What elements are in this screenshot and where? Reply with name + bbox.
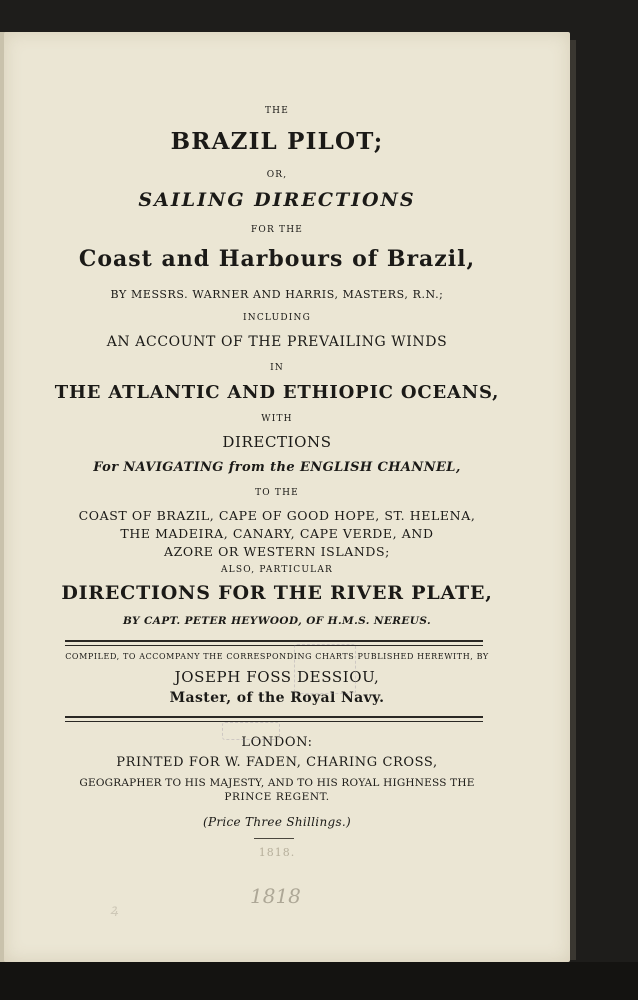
faint-stamp bbox=[294, 644, 356, 694]
places-line-2: THE MADEIRA, CANARY, CAPE VERDE, AND bbox=[120, 526, 434, 541]
pencil-year: 1818 bbox=[250, 884, 301, 908]
compiled-line: COMPILED, TO ACCOMPANY THE CORRESPONDING CHARTS PUBLISHED HEREWITH, BY bbox=[65, 652, 489, 661]
title-page-content bbox=[54, 32, 500, 962]
subtitle: SAILING DIRECTIONS bbox=[138, 189, 416, 211]
in-line: IN bbox=[270, 363, 284, 373]
also-particular-line: ALSO, PARTICULAR bbox=[220, 565, 334, 575]
including-line: INCLUDING bbox=[242, 313, 312, 323]
short-rule bbox=[254, 838, 294, 839]
double-rule-top bbox=[65, 640, 483, 646]
price-line: (Price Three Shillings.) bbox=[202, 815, 352, 829]
title-page-leaf bbox=[4, 32, 570, 962]
heywood-line: BY CAPT. PETER HEYWOOD, OF H.M.S. NEREUS. bbox=[122, 615, 432, 627]
or-line: OR, bbox=[266, 170, 288, 180]
geographer-line-2: PRINCE REGENT. bbox=[224, 791, 330, 803]
places-line-3: AZORE OR WESTERN ISLANDS; bbox=[164, 544, 390, 559]
account-line: AN ACCOUNT OF THE PREVAILING WINDS bbox=[106, 334, 448, 350]
compiler-title: Master, of the Royal Navy. bbox=[169, 690, 385, 706]
geographer-line-1: GEOGRAPHER TO HIS MAJESTY, AND TO HIS ROYAL HIGHNESS THE bbox=[79, 777, 475, 789]
oceans-line: THE ATLANTIC AND ETHIOPIC OCEANS, bbox=[54, 382, 500, 403]
london-line: LONDON: bbox=[241, 735, 313, 750]
bottom-binding-strip bbox=[0, 962, 638, 1000]
main-title: BRAZIL PILOT; bbox=[170, 128, 384, 155]
for-the-line: FOR THE bbox=[250, 225, 304, 235]
river-plate-line: DIRECTIONS FOR THE RIVER PLATE, bbox=[61, 582, 493, 604]
faint-squiggle-mark: ꝝ bbox=[110, 902, 119, 918]
authors-line: BY MESSRS. WARNER AND HARRIS, MASTERS, R.N.; bbox=[110, 288, 444, 301]
the-line: THE bbox=[264, 106, 290, 116]
coast-line: Coast and Harbours of Brazil, bbox=[78, 246, 476, 272]
places-line-1: COAST OF BRAZIL, CAPE OF GOOD HOPE, ST. HELENA, bbox=[78, 508, 476, 523]
directions-line: DIRECTIONS bbox=[222, 433, 332, 451]
compiler-name: JOSEPH FOSS DESSIOU, bbox=[174, 668, 380, 686]
faded-year: 1818. bbox=[258, 846, 296, 859]
with-line: WITH bbox=[261, 414, 293, 424]
printed-for-line: PRINTED FOR W. FADEN, CHARING CROSS, bbox=[116, 755, 438, 770]
navigating-line: For NAVIGATING from the ENGLISH CHANNEL, bbox=[93, 460, 461, 475]
spine-shadow bbox=[570, 40, 576, 960]
faint-stamp-lower bbox=[222, 722, 280, 740]
to-the-line: TO THE bbox=[255, 488, 299, 498]
